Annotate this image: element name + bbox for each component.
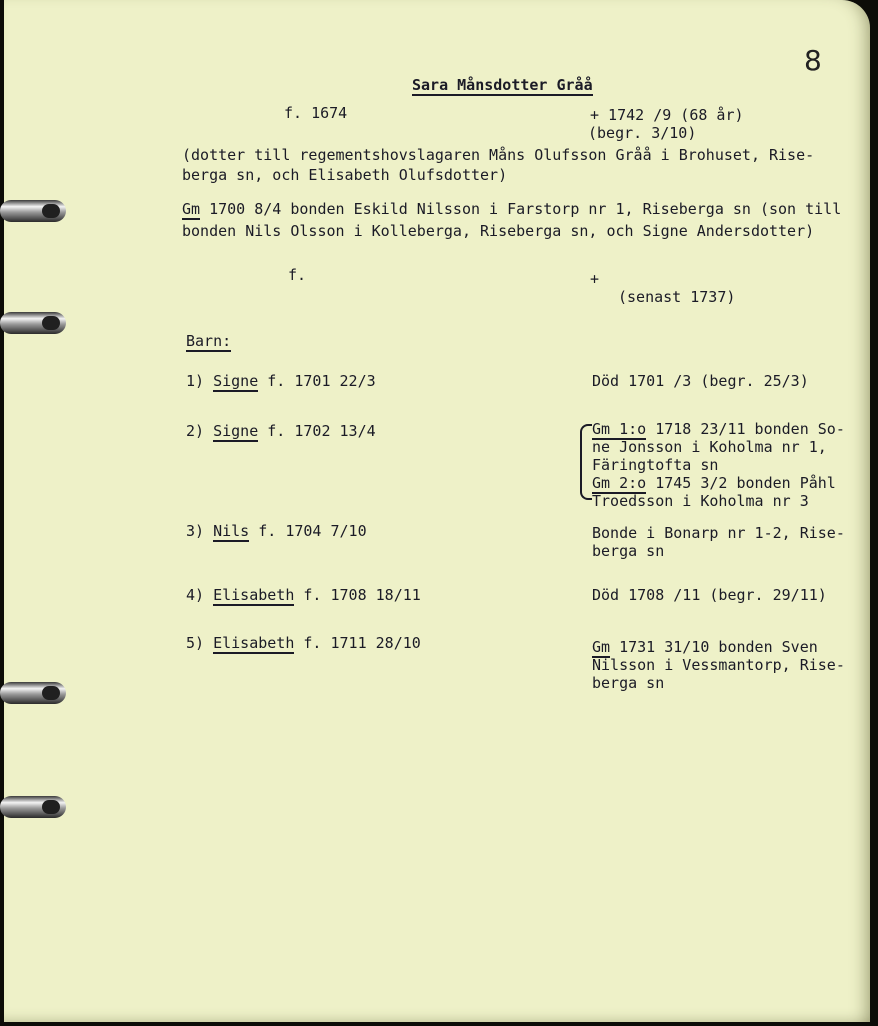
death-date: + 1742 /9 (68 år) bbox=[590, 106, 744, 124]
spouse-birth: f. bbox=[288, 266, 307, 284]
child-number: 3) bbox=[186, 522, 205, 540]
marriage-brace bbox=[580, 424, 592, 500]
gm2-marker: Gm 2:o bbox=[592, 474, 647, 492]
gm-text: 1731 31/10 bonden Sven bbox=[610, 638, 818, 656]
child2-gm2-line-2: Troedsson i Koholma nr 3 bbox=[592, 492, 809, 510]
child-number: 1) bbox=[186, 372, 205, 390]
marriage-line-1 bbox=[182, 200, 841, 218]
child-row bbox=[186, 586, 421, 604]
child5-gm-line-3: berga sn bbox=[592, 674, 665, 692]
child-number: 4) bbox=[186, 586, 205, 604]
child5-gm-line-2: Nilsson i Vessmantorp, Rise- bbox=[592, 656, 845, 674]
child-birth: f. 1704 7/10 bbox=[249, 522, 367, 540]
child-name: Signe bbox=[213, 372, 259, 390]
child-row bbox=[186, 372, 376, 390]
child-note-line-1: Bonde i Bonarp nr 1-2, Rise- bbox=[592, 524, 845, 542]
parents-line-1: (dotter till regementshovslagaren Måns Olufsson Gråå i Brohuset, Rise- bbox=[182, 146, 815, 164]
gm-marker: Gm bbox=[182, 200, 201, 218]
burial-date: (begr. 3/10) bbox=[588, 124, 697, 142]
child-name: Elisabeth bbox=[213, 634, 295, 652]
marriage-line-1-text: 1700 8/4 bonden Eskild Nilsson i Farstorp nr 1, Riseberga sn (son till bbox=[200, 200, 842, 218]
gm1-marker: Gm 1:o bbox=[592, 420, 647, 438]
page-number: 8 bbox=[804, 44, 822, 77]
parents-line-2: berga sn, och Elisabeth Olufsdotter) bbox=[182, 166, 508, 184]
child-name: Signe bbox=[213, 422, 259, 440]
child-note-line-2: berga sn bbox=[592, 542, 665, 560]
child5-gm-line-1 bbox=[592, 638, 818, 656]
child-name: Elisabeth bbox=[213, 586, 295, 604]
spouse-death-marker: + bbox=[590, 270, 600, 288]
birth-date: f. 1674 bbox=[284, 104, 348, 122]
child-birth: f. 1711 28/10 bbox=[294, 634, 421, 652]
child-row bbox=[186, 634, 421, 652]
binder-ring bbox=[0, 796, 66, 818]
spouse-death-note: (senast 1737) bbox=[618, 288, 736, 306]
binder-ring bbox=[0, 312, 66, 334]
child2-gm2-line-1 bbox=[592, 474, 836, 492]
child-note: Död 1708 /11 (begr. 29/11) bbox=[592, 586, 827, 604]
child-note: Död 1701 /3 (begr. 25/3) bbox=[592, 372, 809, 390]
child-birth: f. 1702 13/4 bbox=[258, 422, 376, 440]
child-birth: f. 1708 18/11 bbox=[294, 586, 421, 604]
child2-gm1-line-1 bbox=[592, 420, 845, 438]
child-number: 5) bbox=[186, 634, 205, 652]
child-number: 2) bbox=[186, 422, 205, 440]
child-row bbox=[186, 422, 376, 440]
child2-gm1-line-2: ne Jonsson i Koholma nr 1, bbox=[592, 438, 827, 456]
marriage-line-2: bonden Nils Olsson i Kolleberga, Riseberga sn, och Signe Andersdotter) bbox=[182, 222, 815, 240]
binder-ring bbox=[0, 682, 66, 704]
person-name: Sara Månsdotter Gråå bbox=[412, 76, 593, 94]
child-birth: f. 1701 22/3 bbox=[258, 372, 376, 390]
binder-ring bbox=[0, 200, 66, 222]
children-heading: Barn: bbox=[186, 332, 232, 350]
child-row bbox=[186, 522, 367, 540]
gm-marker: Gm bbox=[592, 638, 611, 656]
gm2-text: 1745 3/2 bonden Påhl bbox=[646, 474, 836, 492]
gm1-text: 1718 23/11 bonden So- bbox=[646, 420, 845, 438]
document-page bbox=[4, 0, 870, 1022]
child-name: Nils bbox=[213, 522, 250, 540]
child2-gm1-line-3: Färingtofta sn bbox=[592, 456, 719, 474]
